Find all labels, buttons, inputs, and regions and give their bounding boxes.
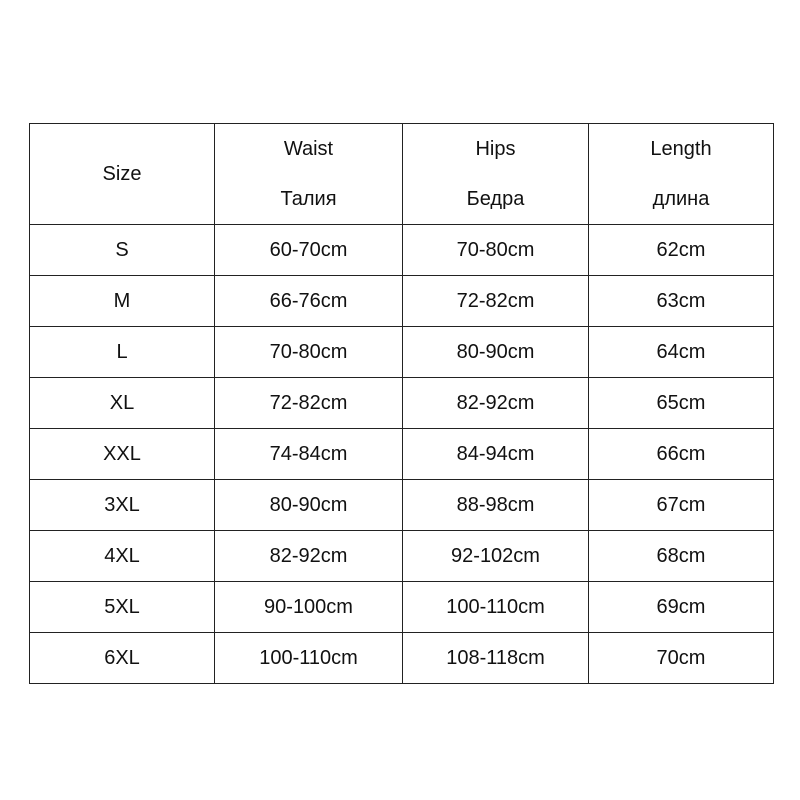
table-row xyxy=(30,378,774,429)
cell-size: XL xyxy=(30,378,215,429)
cell-size: 3XL xyxy=(30,480,215,531)
table-row xyxy=(30,480,774,531)
table-row xyxy=(30,633,774,684)
table-row xyxy=(30,582,774,633)
header-length-en: Length xyxy=(650,138,712,160)
cell-size: 4XL xyxy=(30,531,215,582)
cell-length: 67cm xyxy=(589,480,774,531)
cell-waist: 80-90cm xyxy=(215,480,403,531)
cell-length: 66cm xyxy=(589,429,774,480)
header-length-ru: длина xyxy=(652,188,710,210)
cell-hips: 108-118cm xyxy=(403,633,589,684)
table-row xyxy=(30,429,774,480)
cell-length: 63cm xyxy=(589,276,774,327)
header-hips-ru: Бедра xyxy=(466,188,525,210)
cell-waist: 90-100cm xyxy=(215,582,403,633)
cell-hips: 92-102cm xyxy=(403,531,589,582)
cell-waist: 60-70cm xyxy=(215,225,403,276)
cell-size: L xyxy=(30,327,215,378)
cell-size: S xyxy=(30,225,215,276)
table-row xyxy=(30,531,774,582)
header-hips-en: Hips xyxy=(475,138,516,160)
cell-waist: 70-80cm xyxy=(215,327,403,378)
header-size-label: Size xyxy=(102,162,142,185)
cell-waist: 82-92cm xyxy=(215,531,403,582)
cell-size: 6XL xyxy=(30,633,215,684)
header-waist xyxy=(215,124,403,225)
cell-hips: 84-94cm xyxy=(403,429,589,480)
header-waist-ru: Талия xyxy=(280,188,337,210)
cell-waist: 74-84cm xyxy=(215,429,403,480)
cell-waist: 66-76cm xyxy=(215,276,403,327)
cell-hips: 88-98cm xyxy=(403,480,589,531)
cell-length: 62cm xyxy=(589,225,774,276)
cell-size: 5XL xyxy=(30,582,215,633)
cell-hips: 100-110cm xyxy=(403,582,589,633)
cell-length: 70cm xyxy=(589,633,774,684)
header-row xyxy=(30,124,774,225)
cell-hips: 82-92cm xyxy=(403,378,589,429)
cell-length: 69cm xyxy=(589,582,774,633)
size-chart-table xyxy=(29,123,774,684)
cell-hips: 70-80cm xyxy=(403,225,589,276)
cell-size: M xyxy=(30,276,215,327)
header-size xyxy=(30,124,215,225)
cell-size: XXL xyxy=(30,429,215,480)
cell-length: 68cm xyxy=(589,531,774,582)
cell-waist: 72-82cm xyxy=(215,378,403,429)
cell-hips: 72-82cm xyxy=(403,276,589,327)
cell-hips: 80-90cm xyxy=(403,327,589,378)
table-row xyxy=(30,327,774,378)
table-row xyxy=(30,276,774,327)
header-length xyxy=(589,124,774,225)
cell-length: 64cm xyxy=(589,327,774,378)
header-waist-en: Waist xyxy=(283,138,334,160)
cell-length: 65cm xyxy=(589,378,774,429)
header-hips xyxy=(403,124,589,225)
cell-waist: 100-110cm xyxy=(215,633,403,684)
table-row xyxy=(30,225,774,276)
